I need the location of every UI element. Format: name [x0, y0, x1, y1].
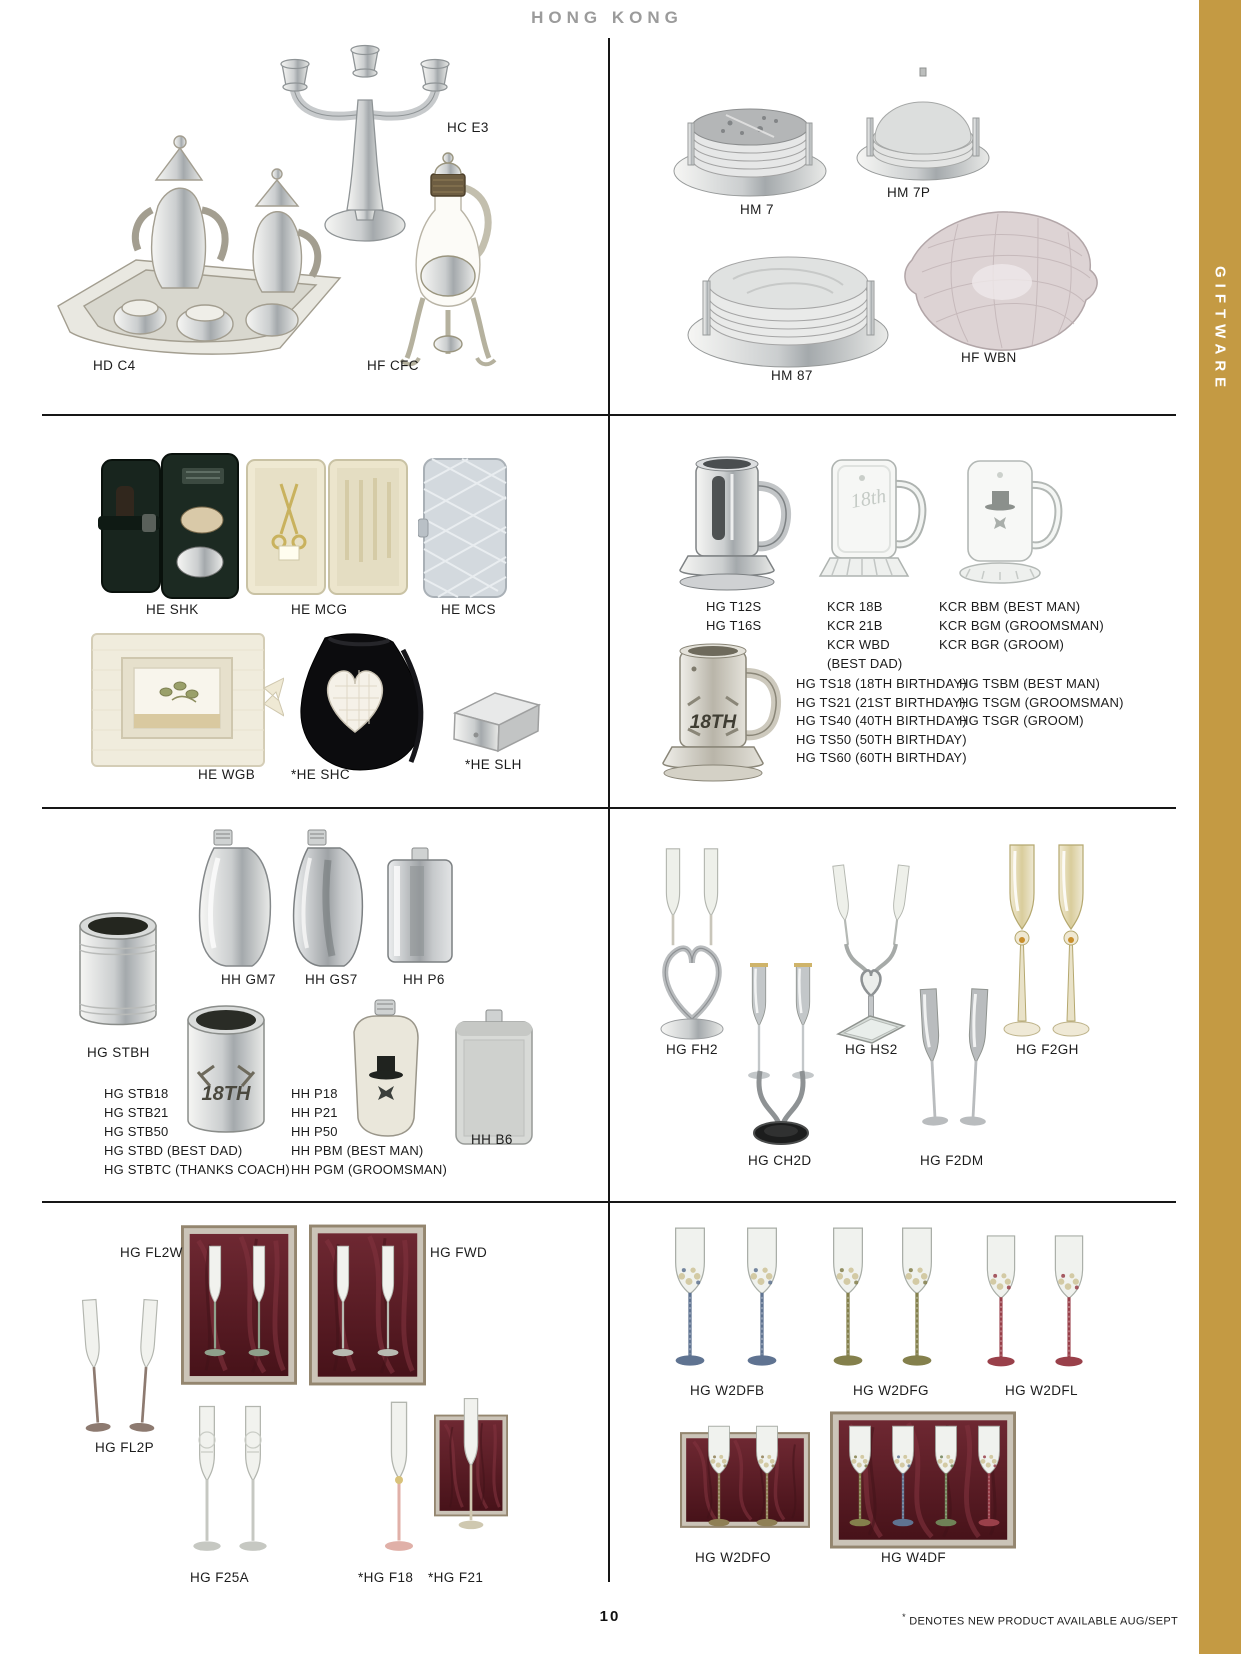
code-line: KCR BBM (BEST MAN) [939, 599, 1081, 614]
hg-f2gh-gold-flutes-image [996, 841, 1097, 1043]
code-line: KCR BGR (GROOM) [939, 637, 1065, 652]
hg-w2dfb-wine-pair-image [654, 1223, 798, 1381]
code-line: HH PGM (GROOMSMAN) [291, 1162, 447, 1177]
hg-t12s-steel-tankard-image [668, 448, 804, 594]
product-code-label: HE WGB [198, 767, 256, 782]
hh-gs7-flask-image [284, 828, 370, 971]
hg-f2dm-silver-flutes-image [908, 971, 1000, 1149]
product-code-label: HG W4DF [881, 1550, 947, 1565]
kcr-18b-glass-tankard-image [814, 448, 934, 594]
product-code-label: HE MCS [441, 602, 496, 617]
divider-row-3 [42, 1201, 1176, 1203]
hg-w2dfo-boxed-wine-pair-image [680, 1410, 810, 1550]
product-code-label: HH B6 [471, 1132, 513, 1147]
product-code-label: HH GM7 [221, 972, 276, 987]
product-code-label: HE MCG [291, 602, 348, 617]
code-line: HG STB18 [104, 1086, 169, 1101]
product-code-label: HG W2DFG [853, 1383, 929, 1398]
code-line: HG STB21 [104, 1105, 169, 1120]
svg-text:18TH: 18TH [201, 1083, 251, 1105]
hg-stbh-stubby-holder-image [72, 908, 164, 1041]
he-mcg-manicure-set-image [243, 450, 411, 603]
product-code-label: *HE SLH [465, 757, 522, 772]
code-line: KCR 21B [827, 618, 883, 633]
product-code-label: HG W2DFL [1005, 1383, 1078, 1398]
product-code-label: HF CFC [367, 358, 419, 373]
product-code-label: HG STBH [87, 1045, 150, 1060]
hg-t-code-list [706, 597, 761, 635]
product-code-label: HG W2DFO [695, 1550, 771, 1565]
product-code-label: HM 87 [771, 368, 813, 383]
hh-p-code-list [291, 1084, 447, 1179]
hg-ch2d-heart-flutes-image [736, 961, 826, 1151]
hg-w2dfl-wine-pair-image [968, 1231, 1104, 1381]
hg-w4df-boxed-wine-set-image [830, 1410, 1016, 1550]
hh-gm7-flask-image [190, 828, 278, 971]
code-line: HH P18 [291, 1086, 338, 1101]
product-code-label: *HG F18 [358, 1570, 414, 1585]
hm-7p-coaster-set-image [853, 58, 993, 186]
product-code-label: HG CH2D [748, 1153, 812, 1168]
code-line: HG TS18 (18TH BIRTHDAY) [796, 676, 967, 691]
svg-text:18TH: 18TH [689, 712, 737, 733]
code-line: HG TSGR (GROOM) [959, 713, 1084, 728]
divider-row-2 [42, 807, 1176, 809]
hg-fh2-heart-flutes-image [640, 841, 744, 1041]
footnote-text: DENOTES NEW PRODUCT AVAILABLE AUG/SEPT [909, 1615, 1178, 1628]
code-line: KCR 18B [827, 599, 883, 614]
hg-ts-code-list [796, 675, 967, 768]
hg-fl2p-flutes-image [68, 1294, 172, 1442]
hm-87-coaster-set-image [681, 223, 895, 375]
product-code-label: HE SHK [146, 602, 199, 617]
giftware-sidebar [1199, 0, 1241, 1654]
code-line: HG STBD (BEST DAD) [104, 1143, 243, 1158]
product-code-label: HH P6 [403, 972, 445, 987]
hg-w2dfg-wine-pair-image [814, 1223, 951, 1381]
he-wgb-guest-book-image [88, 630, 284, 770]
hm-7-coaster-set-image [668, 93, 833, 203]
product-code-label: HG FWD [430, 1245, 488, 1260]
he-shk-shoe-shine-kit-image [98, 446, 242, 606]
hg-f21-boxed-flute-image [434, 1368, 508, 1563]
new-product-footnote [902, 1612, 1178, 1628]
code-line: HG STB50 [104, 1124, 169, 1139]
product-code-label: *HG F21 [428, 1570, 484, 1585]
code-line: HG STBTC (THANKS COACH) [104, 1162, 290, 1177]
product-code-label: HM 7P [887, 185, 931, 200]
hg-fwd-boxed-flutes-image [309, 1221, 426, 1389]
hd-c4-tea-set-image [40, 110, 360, 365]
code-line: HH PBM (BEST MAN) [291, 1143, 424, 1158]
code-line: (BEST DAD) [827, 656, 903, 671]
product-code-label: HG F25A [190, 1570, 250, 1585]
he-shc-heart-compact-pouch-image [285, 628, 435, 776]
product-code-label: HH GS7 [305, 972, 358, 987]
product-code-label: HM 7 [740, 202, 774, 217]
hg-ts-roles-code-list [959, 675, 1124, 731]
product-code-label: HG F2DM [920, 1153, 984, 1168]
page-header-title: HONG KONG [531, 8, 683, 27]
hg-fl2w-boxed-flutes-image [181, 1220, 297, 1390]
code-line: KCR BGM (GROOMSMAN) [939, 618, 1104, 633]
code-line: HG T16S [706, 618, 762, 633]
hh-b6-flask-image [446, 1008, 542, 1151]
sidebar-label: GIFTWARE [1211, 266, 1229, 394]
product-code-label: HG FL2P [95, 1440, 155, 1455]
code-line: HH P21 [291, 1105, 338, 1120]
code-line: HG TS40 (40TH BIRTHDAY) [796, 713, 967, 728]
code-line: HG TSGM (GROOMSMAN) [959, 694, 1124, 710]
product-code-label: HG HS2 [845, 1042, 898, 1057]
product-code-label: HG W2DFB [690, 1383, 765, 1398]
code-line: KCR WBD [827, 637, 890, 652]
he-slh-lipstick-holder-image [435, 683, 545, 761]
code-line: HG T12S [706, 599, 762, 614]
code-line: HG TS60 (60TH BIRTHDAY) [796, 750, 967, 765]
hh-p6-flask-image [376, 846, 464, 969]
hg-f25a-flutes-image [184, 1400, 276, 1563]
he-mcs-silver-case-image [418, 453, 512, 603]
hg-ts18-pewter-tankard-image [654, 633, 794, 785]
code-line: HH P50 [291, 1124, 338, 1139]
product-code-label: HG FL2W [120, 1245, 183, 1260]
hg-f18-pink-flute-image [372, 1396, 426, 1563]
divider-row-1 [42, 414, 1176, 416]
divider-vertical [608, 38, 610, 1582]
hg-stb-code-list [104, 1084, 290, 1179]
code-line: HG TS50 (50TH BIRTHDAY) [796, 731, 967, 747]
hf-wbn-crystal-bowl-image [898, 198, 1102, 366]
footnote-asterisk: * [902, 1612, 906, 1622]
product-code-label: HG FH2 [666, 1042, 718, 1057]
page-number: 10 [599, 1608, 621, 1625]
kcr-code-list [827, 597, 902, 673]
kcr-bbm-glass-tankard-image [948, 451, 1070, 593]
code-line: HG TS21 (21ST BIRTHDAY) [796, 694, 966, 710]
product-code-label: HF WBN [961, 350, 1017, 365]
product-code-label: HG F2GH [1016, 1042, 1079, 1057]
product-code-label: HC E3 [447, 120, 489, 135]
kcr-roles-code-list [939, 597, 1104, 654]
svg-text:18th: 18th [849, 485, 888, 513]
code-line: HG TSBM (BEST MAN) [959, 676, 1101, 691]
hf-cfc-carafe-image [393, 148, 503, 381]
product-code-label: *HE SHC [291, 767, 351, 782]
product-code-label: HD C4 [93, 358, 136, 373]
